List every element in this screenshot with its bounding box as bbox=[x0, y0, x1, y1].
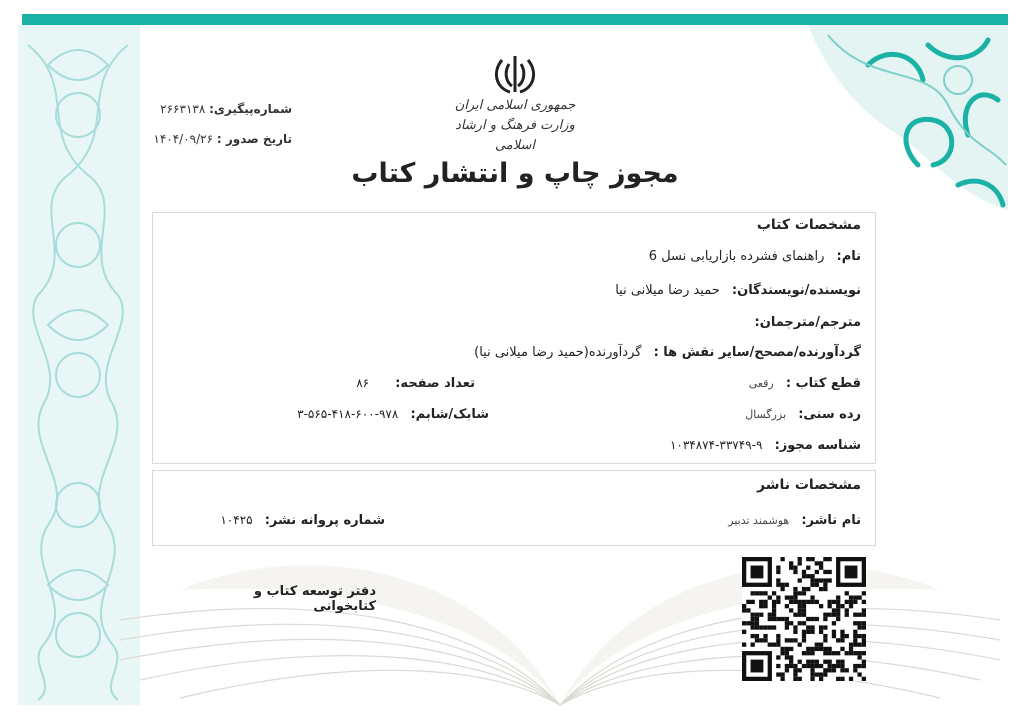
tracking-label: شماره‌پیگیری: bbox=[209, 102, 292, 116]
other-roles-label: گردآورنده/مصحح/سایر نقش ها : bbox=[653, 345, 861, 360]
permit-row bbox=[220, 513, 385, 528]
publisher-value: هوشمند تدبیر bbox=[728, 514, 790, 527]
format-value: رقعی bbox=[748, 377, 774, 390]
author-label: نویسنده/نویسندگان: bbox=[731, 283, 861, 298]
age-value: بزرگسال bbox=[745, 408, 787, 421]
isbn-row bbox=[297, 407, 489, 422]
issue-date-label: تاریخ صدور : bbox=[216, 132, 292, 146]
corner-ornament bbox=[808, 25, 1008, 210]
other-roles-row bbox=[474, 345, 861, 360]
pages-label: تعداد صفحه: bbox=[395, 376, 475, 391]
permit-label: شماره پروانه نشر: bbox=[264, 513, 385, 528]
government-header bbox=[440, 96, 590, 156]
translator-row bbox=[747, 315, 861, 330]
pages-row bbox=[356, 376, 475, 391]
book-name-row bbox=[649, 249, 861, 264]
translator-label: مترجم/مترجمان: bbox=[754, 315, 861, 330]
tracking-meta bbox=[112, 94, 292, 154]
permit-value: ۱۰۴۲۵ bbox=[220, 513, 253, 527]
author-row bbox=[615, 283, 861, 298]
tracking-number bbox=[112, 94, 292, 124]
book-name-value: راهنمای فشرده بازاریابی نسل 6 bbox=[648, 249, 825, 264]
issue-date-value: ۱۴۰۴/۰۹/۲۶ bbox=[153, 132, 214, 146]
format-row bbox=[749, 376, 861, 391]
book-info-box bbox=[152, 212, 876, 464]
format-label: قطع کتاب : bbox=[785, 376, 861, 391]
publisher-info-box bbox=[152, 470, 876, 546]
iran-emblem-icon bbox=[492, 52, 538, 98]
gov-line-1: جمهوری اسلامی ایران bbox=[454, 98, 576, 113]
qr-code[interactable] bbox=[742, 557, 866, 681]
issuing-office: دفتر توسعه کتاب و کتابخوانی bbox=[253, 584, 376, 614]
publisher-info-heading: مشخصات ناشر bbox=[757, 477, 861, 493]
publisher-label: نام ناشر: bbox=[801, 513, 861, 528]
license-id-value: ۹-۳۳۷۴۹-۱۰۳۴۸۷۴ bbox=[669, 438, 763, 452]
pages-value: ۸۶ bbox=[356, 376, 370, 390]
isbn-label: شابک/شابم: bbox=[410, 407, 489, 422]
tracking-value: ۲۶۶۳۱۳۸ bbox=[160, 102, 206, 116]
gov-line-2: وزارت فرهنگ و ارشاد اسلامی bbox=[455, 118, 575, 153]
age-label: رده سنی: bbox=[798, 407, 861, 422]
publisher-row bbox=[728, 513, 861, 528]
isbn-value: ۹۷۸-۶۰۰-۴۱۸-۵۶۵-۳ bbox=[297, 407, 399, 421]
book-name-label: نام: bbox=[836, 249, 861, 264]
book-info-heading: مشخصات کتاب bbox=[756, 217, 861, 233]
top-accent-bar bbox=[22, 14, 1008, 25]
license-id-label: شناسه مجوز: bbox=[774, 438, 861, 453]
license-id-row bbox=[670, 438, 861, 453]
other-roles-value: گردآورنده(حمید رضا میلانی نیا) bbox=[474, 345, 642, 360]
page-title: مجوز چاپ و انتشار کتاب bbox=[351, 158, 679, 189]
author-value: حمید رضا میلانی نیا bbox=[615, 283, 720, 298]
age-row bbox=[745, 407, 861, 422]
issue-date bbox=[112, 124, 292, 154]
